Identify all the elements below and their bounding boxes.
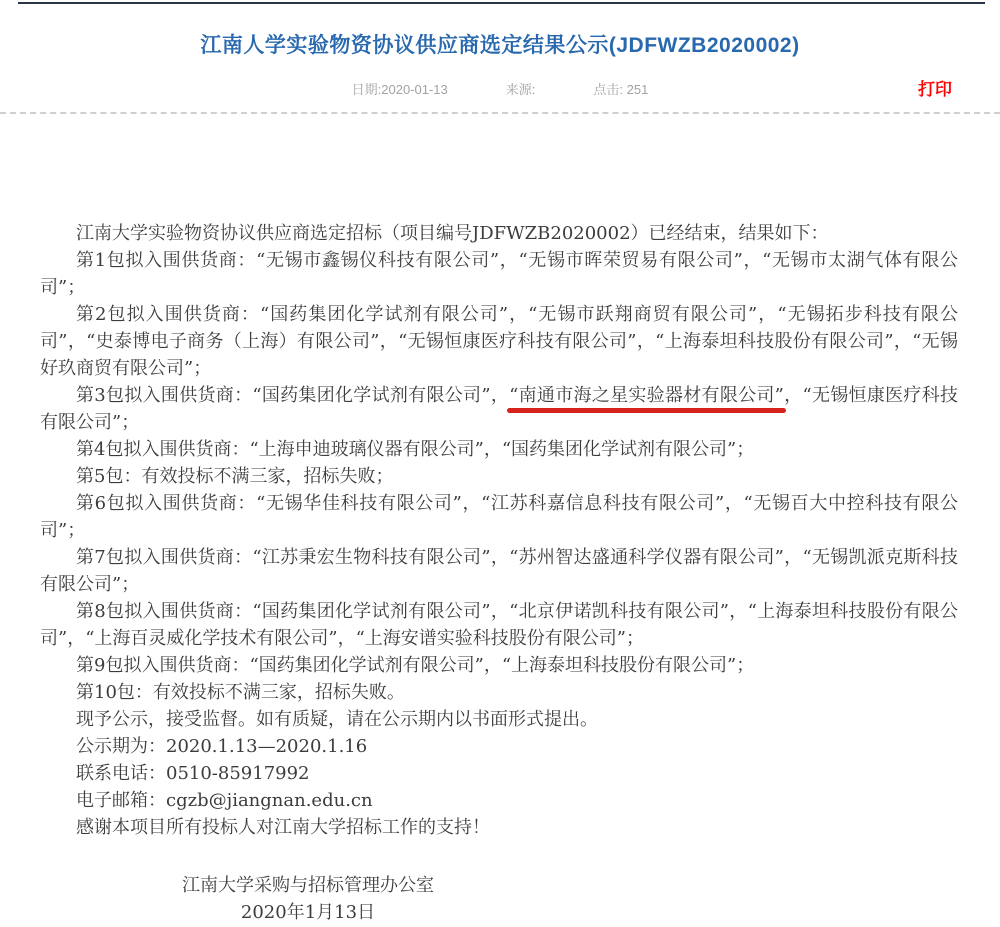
package-1-paragraph: 第1包拟入围供货商：“无锡市鑫锡仪科技有限公司”，“无锡市晖荣贸易有限公司”，“无锡市太湖气体有限公司”； [40, 250, 958, 298]
package-4-paragraph: 第4包拟入围供货商：“上海申迪玻璃仪器有限公司”，“国药集团化学试剂有限公司”； [76, 439, 755, 460]
print-button[interactable]: 打印 [918, 75, 952, 100]
page-title: 江南人学实验物资协议供应商选定结果公示(JDFWZB2020002) [200, 34, 800, 57]
meta-clicks: 点击: 251 [593, 82, 649, 97]
package-9-paragraph: 第9包拟入围供货商：“国药集团化学试剂有限公司”，“上海泰坦科技股份有限公司”； [76, 655, 755, 676]
package-8-paragraph: 第8包拟入围供货商：“国药集团化学试剂有限公司”，“北京伊诺凯科技有限公司”，“上海泰坦科技股份有限公司”，“上海百灵威化学技术有限公司”，“上海安谱实验科技股份有限公司”； [40, 601, 958, 649]
package-7-paragraph: 第7包拟入围供货商：“江苏秉宏生物科技有限公司”，“苏州智达盛通科学仪器有限公司”，“无锡凯派克斯科技有限公司”； [40, 547, 958, 595]
notice-paragraph: 现予公示，接受监督。如有质疑，请在公示期内以书面形式提出。 [76, 709, 598, 730]
announcement-page [0, 2, 1000, 927]
package-5-paragraph: 第5包：有效投标不满三家，招标失败； [76, 466, 394, 487]
signature-block [182, 872, 434, 926]
meta-date: 日期:2020-01-13 [351, 82, 448, 97]
meta-info-group [0, 79, 1000, 98]
thanks-paragraph: 感谢本项目所有投标人对江南大学招标工作的支持！ [76, 817, 490, 838]
signature-date: 2020年1月13日 [240, 902, 376, 923]
meta-source: 来源: [505, 82, 536, 97]
dashed-divider [0, 112, 1000, 114]
package-3-text-before: 第3包拟入围供货商：“国药集团化学试剂有限公司”， [76, 385, 510, 406]
package-3-text-after: ，“无锡恒康医疗科技有限公司”； [40, 385, 958, 433]
contact-email: 电子邮箱：cgzb@jiangnan.edu.cn [76, 790, 373, 811]
contact-phone: 联系电话：0510-85917992 [76, 763, 310, 784]
package-3-highlighted-supplier: “南通市海之星实验器材有限公司” [509, 385, 784, 406]
package-6-paragraph: 第6包拟入围供货商：“无锡华佳科技有限公司”，“江苏科嘉信息科技有限公司”，“无锡百大中控科技有限公司”； [40, 493, 958, 541]
intro-paragraph: 江南大学实验物资协议供应商选定招标（项目编号JDFWZB2020002）已经结束，结果如下： [76, 223, 829, 244]
package-10-paragraph: 第10包：有效投标不满三家，招标失败。 [76, 682, 405, 703]
publicity-period: 公示期为：2020.1.13—2020.1.16 [76, 736, 368, 757]
meta-bar [0, 79, 1000, 99]
package-2-paragraph: 第2包拟入围供货商：“国药集团化学试剂有限公司”，“无锡市跃翔商贸有限公司”，“无锡拓步科技有限公司”，“史泰博电子商务（上海）有限公司”，“无锡恒康医疗科技有限公司”，“上海泰坦科技股份有限公司”，“无锡好玖商贸有限公司”； [40, 304, 958, 379]
announcement-body [40, 220, 958, 926]
package-3-paragraph [40, 382, 958, 436]
signature-office: 江南大学采购与招标管理办公室 [182, 875, 434, 896]
header-top-rule [18, 2, 985, 4]
